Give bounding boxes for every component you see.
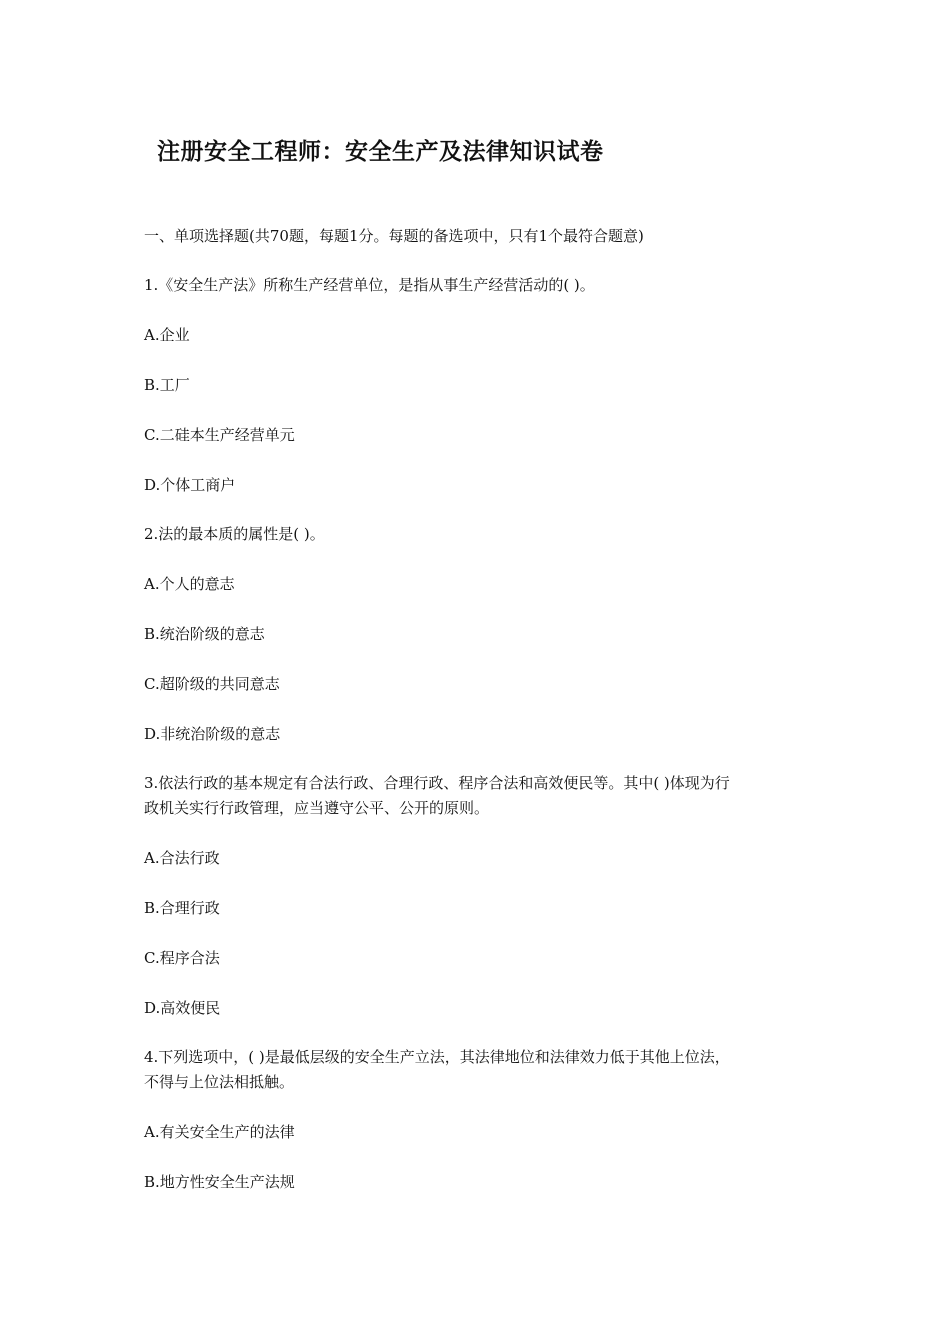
question-1-option-a: A.企业	[144, 326, 190, 344]
question-4-option-b: B.地方性安全生产法规	[144, 1173, 295, 1191]
document-title: 注册安全工程师：安全生产及法律知识试卷	[157, 138, 604, 165]
question-3-option-a: A.合法行政	[144, 849, 220, 867]
question-1-option-c: C.二硅本生产经营单元	[144, 426, 295, 444]
question-2-option-d: D.非统治阶级的意志	[144, 725, 281, 743]
section-heading: 一、单项选择题(共70题，每题1分。每题的备选项中，只有1个最符合题意)	[144, 227, 644, 245]
question-3-option-c: C.程序合法	[144, 949, 220, 967]
question-1-option-d: D.个体工商户	[144, 476, 236, 494]
question-3-stem-line-1: 3.依法行政的基本规定有合法行政、合理行政、程序合法和高效便民等。其中( )体现为行	[144, 774, 730, 792]
question-3-stem-line-2: 政机关实行行政管理，应当遵守公平、公开的原则。	[144, 799, 490, 817]
question-2-stem: 2.法的最本质的属性是( )。	[144, 525, 325, 543]
question-3-option-b: B.合理行政	[144, 899, 220, 917]
question-3-option-d: D.高效便民	[144, 999, 221, 1017]
question-4-option-a: A.有关安全生产的法律	[144, 1123, 295, 1141]
question-2-option-a: A.个人的意志	[144, 575, 235, 593]
question-4-stem-line-2: 不得与上位法相抵触。	[144, 1073, 295, 1091]
question-4-stem-line-1: 4.下列选项中，( )是最低层级的安全生产立法，其法律地位和法律效力低于其他上位法，	[144, 1048, 730, 1066]
question-2-option-c: C.超阶级的共同意志	[144, 675, 280, 693]
question-2-option-b: B.统治阶级的意志	[144, 625, 265, 643]
question-1-option-b: B.工厂	[144, 376, 190, 394]
question-1-stem: 1.《安全生产法》所称生产经营单位，是指从事生产经营活动的( )。	[144, 276, 595, 294]
